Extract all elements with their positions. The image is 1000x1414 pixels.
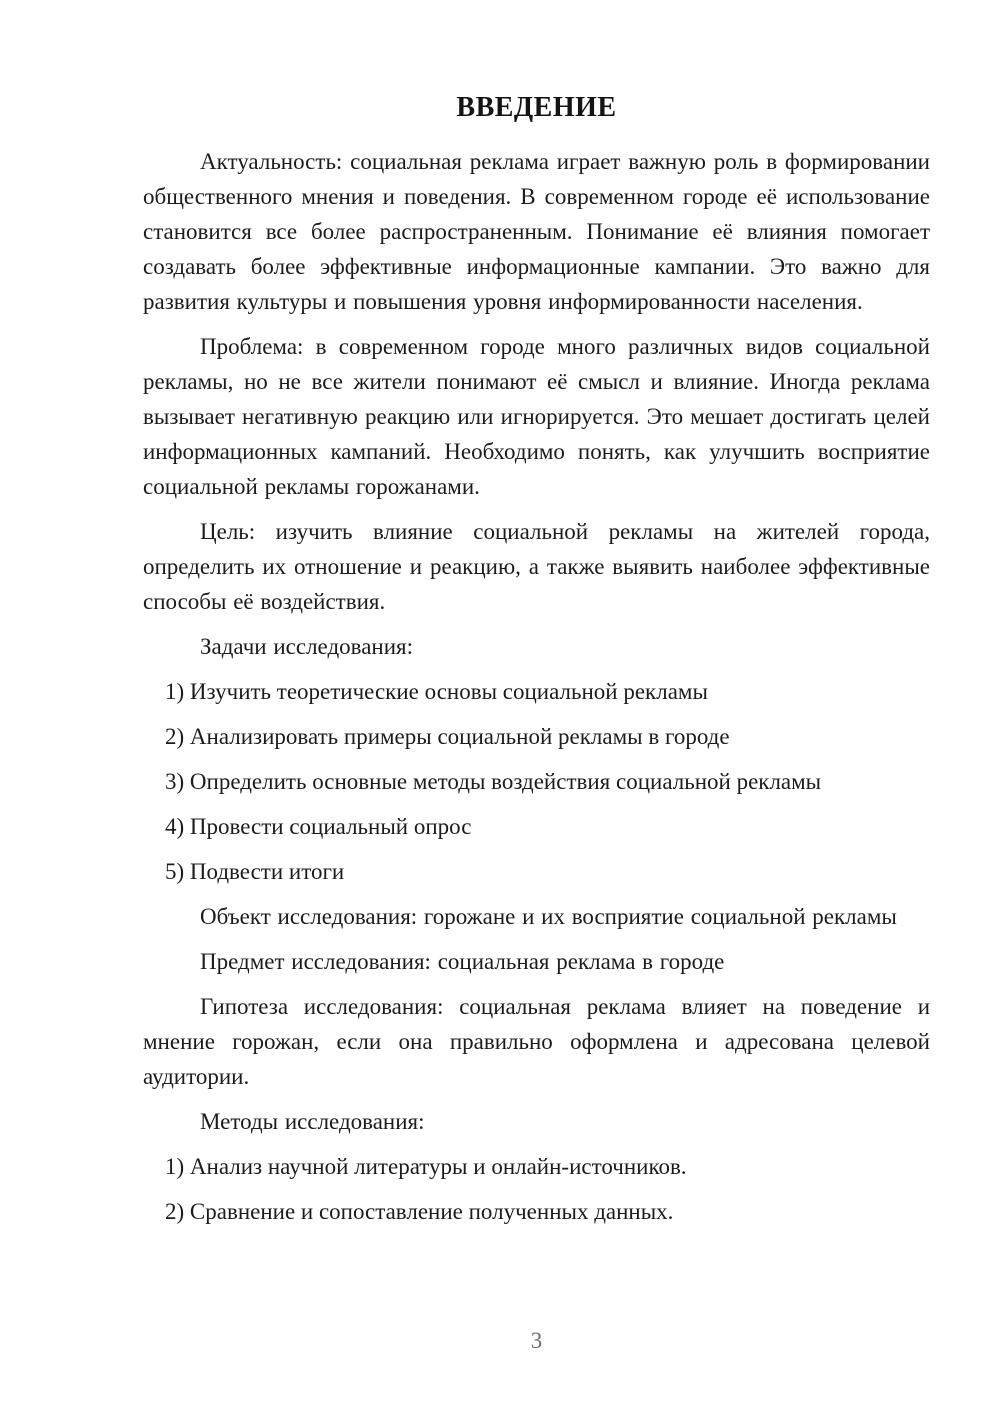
paragraph-subject: Предмет исследования: социальная реклама в городе (200, 949, 725, 974)
paragraph-problem: Проблема: в современном городе много различных видов социальной рекламы, но не все жители понимают её смысл и влияние. Иногда реклама вызывает негативную реакцию или игнорируется. Это мешает достигать целей информационных кампаний. Необходимо понять, как улучшить восприятие социальной рекламы горожанами. (143, 334, 930, 499)
page-number: 3 (530, 1328, 543, 1353)
methods-list (143, 1149, 930, 1229)
paragraph-goal: Цель: изучить влияние социальной рекламы на жителей города, определить их отношение и реакцию, а также выявить наиболее эффективные способы её воздействия. (143, 519, 930, 614)
task-list-item-2: 2) Анализировать примеры социальной рекламы в городе (165, 724, 730, 749)
task-list-item-4: 4) Провести социальный опрос (165, 814, 472, 839)
paragraph-relevance: Актуальность: социальная реклама играет важную роль в формировании общественного мнения и поведения. В современном городе её использование становится все более распространенным. Понимание её влияния помогает создавать более эффективные информационные кампании. Это важно для развития культуры и повышения уровня информированности населения. (143, 149, 930, 314)
paragraph-object: Объект исследования: горожане и их восприятие социальной рекламы (200, 904, 897, 929)
section-title: ВВЕДЕНИЕ (456, 92, 617, 123)
tasks-list (143, 674, 930, 889)
tasks-heading: Задачи исследования: (200, 634, 414, 659)
paragraph-hypothesis: Гипотеза исследования: социальная реклама влияет на поведение и мнение горожан, если она правильно оформлена и адресована целевой аудитории. (143, 994, 930, 1089)
method-list-item-2: 2) Сравнение и сопоставление полученных данных. (165, 1199, 674, 1224)
task-list-item-5: 5) Подвести итоги (165, 859, 345, 884)
task-list-item-3: 3) Определить основные методы воздействия социальной рекламы (165, 769, 822, 794)
method-list-item-1: 1) Анализ научной литературы и онлайн-источников. (165, 1154, 687, 1179)
task-list-item-1: 1) Изучить теоретические основы социальной рекламы (165, 679, 708, 704)
methods-heading: Методы исследования: (200, 1109, 425, 1134)
